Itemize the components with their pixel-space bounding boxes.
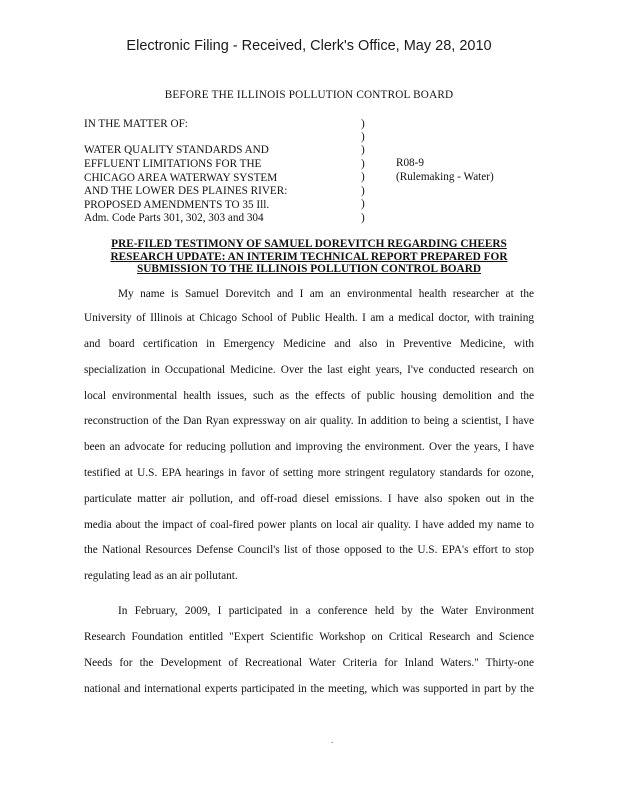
caption-line: PROPOSED AMENDMENTS TO 35 Ill. [84,199,270,211]
caption-line: Adm. Code Parts 301, 302, 303 and 304 [84,212,264,224]
caption-paren: ) [361,158,365,170]
body-line: local environmental health issues, such as the effects of public housing demolition and the [84,390,534,402]
caption-line: EFFLUENT LIMITATIONS FOR THE [84,158,262,170]
title-line: PRE-FILED TESTIMONY OF SAMUEL DOREVITCH REGARDING CHEERS [111,238,507,250]
caption-paren: ) [361,144,365,156]
body-line: media about the impact of coal-fired power plants on local air quality. I have added my name to [84,519,534,531]
caption-paren: ) [361,131,365,143]
board-heading: BEFORE THE ILLINOIS POLLUTION CONTROL BOARD [164,89,454,101]
title-line: SUBMISSION TO THE ILLINOIS POLLUTION CONTROL BOARD [136,263,482,276]
caption-paren: ) [361,118,365,130]
body-line: Research Foundation entitled "Expert Scientific Workshop on Critical Research and Science [84,631,534,643]
body-line: reconstruction of the Dan Ryan expressway on air quality. In addition to being a scientist, I have [84,415,534,427]
body-line: been an advocate for reducing pollution and improving the environment. Over the years, I have [84,441,534,453]
body-line: specialization in Occupational Medicine. Over the last eight years, I've conducted research on [84,364,534,376]
docket-type: (Rulemaking - Water) [396,171,494,183]
caption-line: IN THE MATTER OF: [84,118,188,130]
caption-line: WATER QUALITY STANDARDS AND [84,144,269,156]
body-line: national and international experts participated in the meeting, which was supported in part by the [84,683,534,695]
caption-paren: ) [361,198,365,210]
filing-banner: Electronic Filing - Received, Clerk's Office, May 28, 2010 [126,38,492,54]
page-mark: . [331,735,334,745]
body-line: regulating lead as an air pollutant. [84,570,238,582]
body-line: particulate matter air pollution, and off-road diesel emissions. I have also spoken out in the [84,493,534,505]
caption-paren: ) [361,171,365,183]
body-line: In February, 2009, I participated in a conference held by the Water Environment [118,605,534,617]
body-line: the National Resources Defense Council's list of those opposed to the U.S. EPA's effort to stop [84,544,534,556]
caption-paren: ) [361,185,365,197]
caption-paren: ) [361,212,365,224]
title-line: RESEARCH UPDATE: AN INTERIM TECHNICAL REPORT PREPARED FOR [110,250,508,263]
docket-number: R08-9 [396,157,424,169]
body-line: Needs for the Development of Recreational Water Criteria for Inland Waters." Thirty-one [84,657,534,669]
testimony-title [0,238,618,276]
caption-line: CHICAGO AREA WATERWAY SYSTEM [84,172,278,184]
body-line: testified at U.S. EPA hearings in favor of setting more stringent regulatory standards for ozone, [84,467,534,479]
body-line: and board certification in Emergency Medicine and also in Preventive Medicine, with [84,338,534,350]
body-line: My name is Samuel Dorevitch and I am an environmental health researcher at the [118,288,534,300]
body-line: University of Illinois at Chicago School of Public Health. I am a medical doctor, with training [84,312,534,324]
caption-line: AND THE LOWER DES PLAINES RIVER: [84,185,288,197]
